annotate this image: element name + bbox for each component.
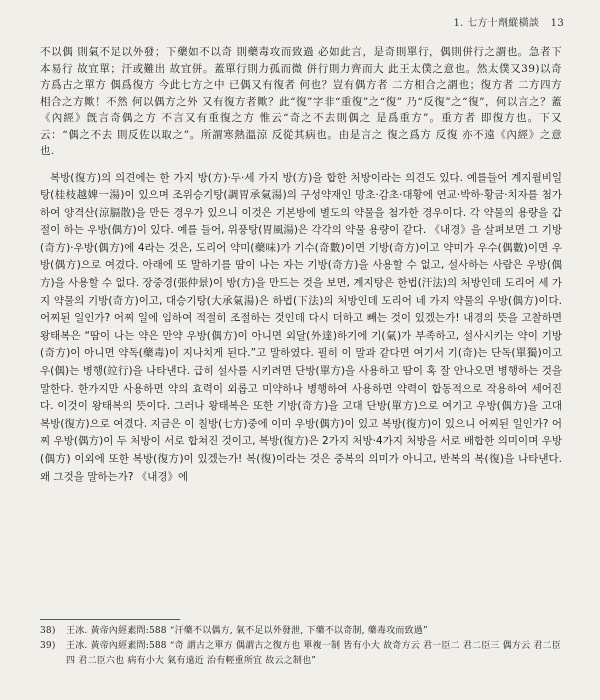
footnote-text: 王冰. 黃帝內經素問:588 “汗藥不以偶方, 氣不足以外發泄, 下藥不以奇制, 藥毒攻而致過”: [66, 626, 428, 636]
classical-chinese-passage: 不以偶 則氣不足以外發；下藥如不以奇 則藥毒攻而致過 必如此言，是奇則單行，偶則併行之謂也。急者下 本易行 故宜單；汗或難出 故宜併。蓋單行則力孤而微 併行則力齊而大 此王太僕之意也。然太僕又39)以奇方爲古之單方 偶爲復方 今此七方之中 已偶又有復者 何也？豈有偶方者 二方相合之謂也；復方者 二方四方相合之方歟！不然 何以偶方之外 又有復方者歟？此“復”字非“重復”之“復” 乃“反復”之“復”，何以言之？蓋《內經》旣言奇偶之方 不言又有重復之方 惟云“奇之不去則偶之 是爲重方”。重方者 即復方也。下又云：“偶之不去 則反佐以取之”。所謂寒熱溫涼 反從其病也。由是言之 復之爲方 反復 亦不遠《內經》之意也.: [40, 46, 562, 157]
footnotes: [40, 624, 562, 669]
footnote-number: 39): [40, 641, 56, 651]
footnote-divider: [40, 619, 180, 620]
footnote-item: [40, 639, 562, 669]
footnote-text: 王冰. 黃帝內經素問:588 “奇 謂古之單方 偶謂古之復方也 單複一制 皆有小大 故奇方云 君一臣二 君二臣三 偶方云 君二臣四 君二臣六也 病有小大 氣有遠近 治有輕重所宜 故云之制也”: [66, 641, 561, 666]
main-text: [40, 44, 562, 486]
page-number: 13: [550, 18, 564, 29]
footnote-number: 38): [40, 626, 56, 636]
korean-commentary-paragraph: 복방(復方)의 의견에는 한 가지 방(方)·두·세 가지 방(方)을 합한 처방이라는 의견도 있다. 예를들어 계지월비일탕(桂枝越婢一湯)이 있으며 조위승기탕(調胃承氣湯)의 구성약재인 망초·감초·대황에 연교·박하·황금·치자를 첨가하여 양격산(涼膈散)을 만든 경우가 있으니 이것은 기본방에 별도의 약물을 첨가한 경우이다. 각 약물의 용량을 갑절이 하는 우방(偶方)이 있다. 예를 들어, 위풍탕(胃風湯)은 각각의 약물 용량이 같다. 《내경》을 살펴보면 그 기방(奇方)·우방(偶方)에 4라는 것은, 도리어 약미(藥味)가 기수(奇數)이면 기방(奇方)이고 약미가 우수(偶數)이면 우방(偶方)으로 여겼다. 아래에 또 말하기를 땀이 나는 자는 기방(奇方)을 사용할 수 없고, 설사하는 사람은 우방(偶方)을 사용할 수 없다. 장중경(張仲景)이 방(方)을 만드는 것을 보면, 계지탕은 한법(汗法)의 처방인데 도리어 세 가지 약물의 기방(奇方)이고, 대승기탕(大承氣湯)은 하법(下法)의 처방인데 도리어 네 가지 약물의 우방(偶方)이다. 어찌된 일인가? 어찌 일에 임하여 적절히 조절하는 것인데 다시 더하고 빼는 것이 있겠는가! 내경의 뜻을 고찰하면 왕태복은 “땀이 나는 약은 만약 우방(偶方)이 아니면 외달(外達)하기에 기(氣)가 부족하고, 설사시키는 약이 기방(奇方)이 아니면 약독(藥毒)이 지나치게 된다.”고 말하였다. 필히 이 말과 같다면 여기서 기(奇)는 단독(單獨)이고 우(偶)는 병행(竝行)을 나타낸다. 급히 설사를 시키려면 단방(單方)을 사용하고 땀이 혹 잘 안나오면 병행하는 것을 말한다. 한가지만 사용하면 약의 효력이 외롭고 미약하나 병행하여 사용하면 약력이 합동적으로 작용하여 세어진다. 이것이 왕태복의 뜻이다. 그러나 왕태복은 또한 기방(奇方)을 고대 단방(單方)으로 여기고 우방(偶方)을 고대 복방(復方)으로 여겼다. 지금은 이 칠방(七方)중에 이미 우방(偶方)이 있고 복방(復方)이 있으니 어찌된 일인가? 어찌 우방(偶方)이 두 처방이 서로 합쳐진 것이고, 복방(復方)은 2가지 처방·4가지 처방을 서로 배합한 의미이며 우방(偶方) 이외에 또한 복방(復方)이 있겠는가! 복(復)이라는 것은 중복의 의미가 아니고, 반복의 복(復)을 나타낸다. 왜 그것을 말하는가? 《내경》에: [40, 171, 562, 483]
footnote-item: [40, 624, 562, 639]
chapter-title: 1. 七方十劑縱橫談: [453, 18, 540, 29]
running-header: [453, 14, 564, 29]
